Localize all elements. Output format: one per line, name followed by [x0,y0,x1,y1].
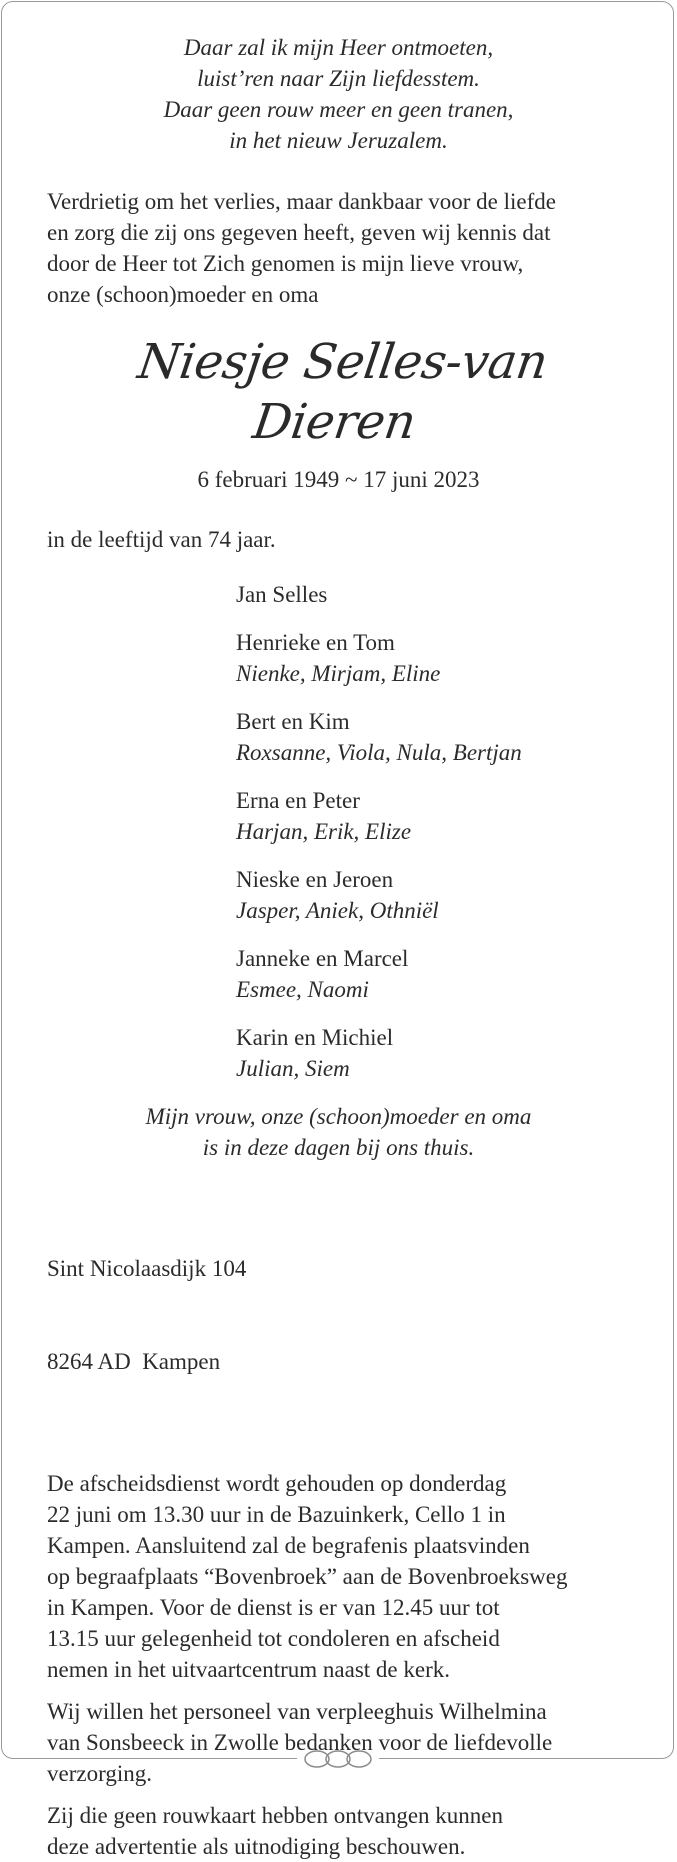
service-line: in Kampen. Voor de dienst is er van 12.45 uur tot [47,1595,500,1620]
family-member: Janneke en Marcel [236,946,409,971]
family-member: Bert en Kim [236,709,350,734]
service-line: op begraafplaats “Bovenbroek” aan de Bovenbroeksweg [47,1564,568,1589]
family-entry [236,864,630,926]
service-line: De afscheidsdienst wordt gehouden op donderdag [47,1471,507,1496]
home-note-line: Mijn vrouw, onze (schoon)moeder en oma [145,1104,532,1129]
intro-line: en zorg die zij ons gegeven heeft, geven wij kennis dat [47,220,551,245]
grandchildren: Nienke, Mirjam, Eline [236,661,441,686]
life-dates: 6 februari 1949 ~ 17 juni 2023 [197,467,480,492]
family-entry [236,943,630,1005]
intro-line: Verdrietig om het verlies, maar dankbaar voor de liefde [47,189,556,214]
grandchildren: Roxsanne, Viola, Nula, Bertjan [236,740,522,765]
poem-line: luist’ren naar Zijn liefdesstem. [197,66,480,91]
family-entry [236,627,630,689]
service-line: 22 juni om 13.30 uur in de Bazuinkerk, Cello 1 in [47,1502,506,1527]
grandchildren: Jasper, Aniek, Othniël [236,898,439,923]
thanks-line: Wij willen het personeel van verpleeghuis Wilhelmina [47,1699,547,1724]
grandchildren: Julian, Siem [236,1056,350,1081]
age-line: in de leeftijd van 74 jaar. [47,527,276,552]
family-list [236,579,630,1084]
thanks-text [47,1696,630,1789]
poem-line: Daar geen rouw meer en geen tranen, [163,97,514,122]
service-info [47,1468,630,1685]
poem-line: in het nieuw Jeruzalem. [229,128,448,153]
family-member: Jan Selles [236,582,328,607]
invitation-text [47,1800,630,1862]
intro-line: onze (schoon)moeder en oma [47,282,319,307]
grandchildren: Esmee, Naomi [236,977,369,1002]
home-note-line: is in deze dagen bij ons thuis. [202,1135,475,1160]
home-note [47,1101,630,1163]
family-member: Erna en Peter [236,788,360,813]
family-entry [236,1022,630,1084]
service-line: Kampen. Aansluitend zal de begrafenis plaatsvinden [47,1533,530,1558]
thanks-line: van Sonsbeeck in Zwolle bedanken voor de liefdevolle [47,1730,553,1755]
family-member: Nieske en Jeroen [236,867,394,892]
address-city: 8264 AD Kampen [47,1349,221,1374]
address-street: Sint Nicolaasdijk 104 [47,1256,247,1281]
announcement [47,32,630,1862]
poem [47,32,630,156]
intro-line: door de Heer tot Zich genomen is mijn lieve vrouw, [47,251,524,276]
family-entry [236,785,630,847]
poem-line: Daar zal ik mijn Heer ontmoeten, [183,35,494,60]
deceased-name: Niesje Selles-van Dieren [134,334,551,450]
service-line: nemen in het uitvaartcentrum naast de kerk. [47,1657,450,1682]
family-member: Karin en Michiel [236,1025,394,1050]
intro-text [47,186,630,310]
address [47,1191,630,1439]
family-entry [236,706,630,768]
family-member: Henrieke en Tom [236,630,395,655]
invite-line: Zij die geen rouwkaart hebben ontvangen kunnen [47,1803,504,1828]
thanks-line: verzorging. [47,1761,152,1786]
service-line: 13.15 uur gelegenheid tot condoleren en afscheid [47,1626,500,1651]
grandchildren: Harjan, Erik, Elize [236,819,412,844]
invite-line: deze advertentie als uitnodiging beschouwen. [47,1834,466,1859]
family-entry [236,579,630,610]
